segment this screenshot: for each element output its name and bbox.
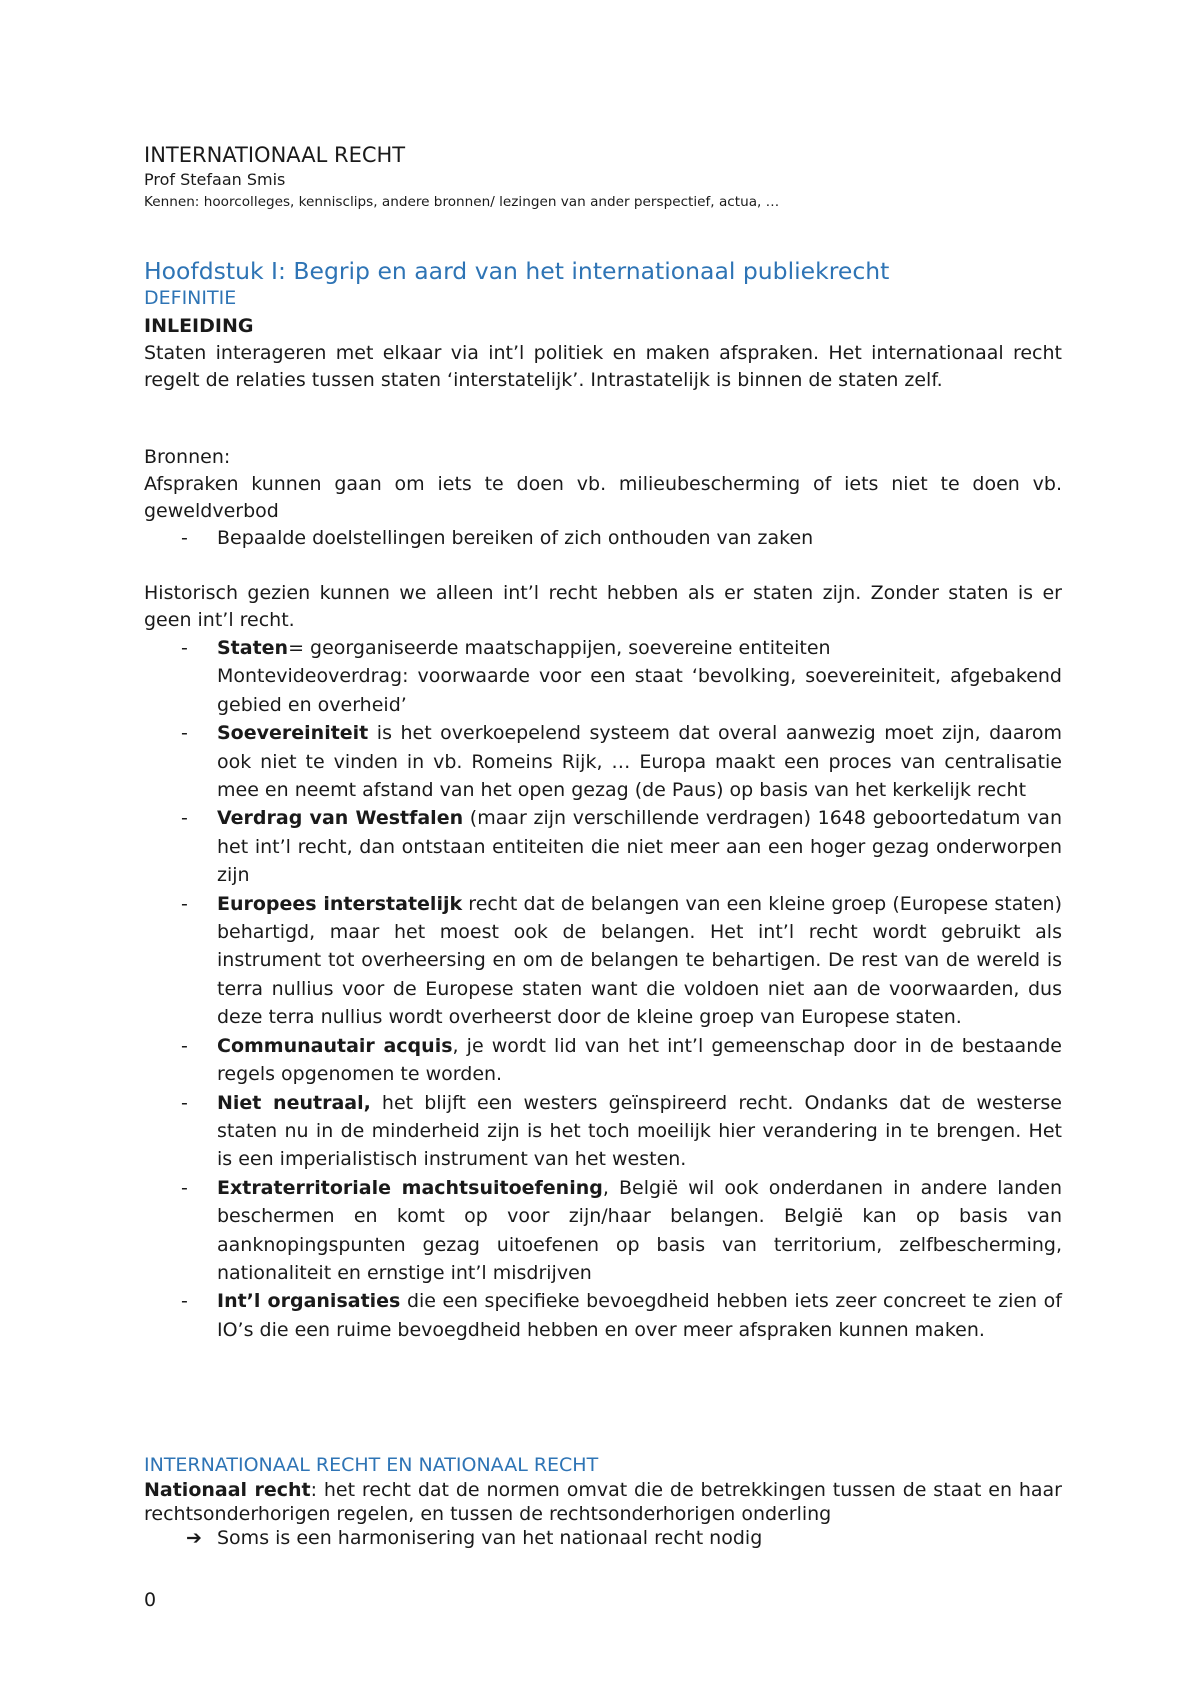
list-item-term: Soevereiniteit (217, 722, 369, 745)
list-item-text: het blijft een westers geïnspireerd recht. Ondanks dat de westerse staten nu in de minderheid zijn is het toch moeilijk hier verandering in te brengen. Het is een imperialistisch instrument van het westen. (217, 1091, 1062, 1171)
list-item-term: Extraterritoriale machtsuitoefening (217, 1176, 603, 1199)
list-item-term: Verdrag van Westfalen (217, 807, 464, 830)
list-item (144, 1174, 1062, 1288)
list-item-text: die een specifieke bevoegdheid hebben iets zeer concreet te zien of IO’s die een ruime bevoegdheid hebben en over meer afspraken kunnen maken. (217, 1290, 1062, 1341)
list-item (144, 1287, 1062, 1344)
page-number: 0 (144, 1589, 157, 1611)
bullet-dash: - (181, 1176, 188, 1199)
bullet-dash: - (181, 637, 188, 659)
document-title: INTERNATIONAAL RECHT (144, 143, 406, 167)
bullet-dash: - (181, 807, 188, 830)
list-item-text: = georganiseerde maatschappijen, soevereine entiteiten (288, 637, 831, 659)
section-heading-international-national: INTERNATIONAAL RECHT EN NATIONAAL RECHT (144, 1454, 599, 1476)
bullet-dash: - (181, 722, 188, 745)
intro-block (144, 340, 1062, 394)
national-law-paragraph (144, 1478, 1062, 1526)
list-item (144, 1032, 1062, 1089)
intro-paragraph: Staten interageren met elkaar via int’l politiek en maken afspraken. Het internationaal recht regelt de relaties tussen staten ‘interstatelijk’. Intrastatelijk is binnen de staten zelf. (144, 342, 1062, 391)
history-paragraph: Historisch gezien kunnen we alleen int’l recht hebben als er staten zijn. Zonder staten is er geen int’l recht. (144, 582, 1062, 631)
list-item-text: , je wordt lid van het int’l gemeenschap door in de bestaande regels opgenomen te worden. (217, 1034, 1062, 1086)
list-item-term: Staten (217, 637, 289, 659)
arrow-list-item (144, 1526, 1062, 1550)
sources-list (144, 525, 1062, 552)
bullet-dash: - (181, 527, 188, 549)
list-item-text: is het overkoepelend systeem dat overal aanwezig moet zijn, daarom ook niet te vinden in vb. Romeins Rijk, … Europa maakt een proces van centralisatie mee en neemt afstand van het open gezag (de Paus) op basis van het kerkelijk recht (217, 722, 1062, 802)
list-item (144, 890, 1062, 1032)
list-item-term: Communautair acquis (217, 1034, 453, 1057)
list-item-text: (maar zijn verschillende verdragen) 1648 geboortedatum van het int’l recht, dan ontstaan entiteiten die niet meer aan een hoger gezag onderworpen zijn (217, 807, 1062, 887)
list-item (144, 719, 1062, 804)
history-list (144, 634, 1062, 1344)
subsection-heading-inleiding: INLEIDING (144, 315, 254, 337)
arrow-right-icon: ➔ (186, 1527, 202, 1549)
bullet-dash: - (181, 1290, 188, 1313)
list-item (144, 634, 1062, 719)
list-item (144, 804, 1062, 889)
national-law-block (144, 1478, 1062, 1550)
sources-label: Bronnen: (144, 446, 231, 468)
list-item-term: Niet neutraal, (217, 1091, 371, 1114)
national-law-text: : het recht dat de normen omvat die de betrekkingen tussen de staat en haar rechtsonderhorigen regelen, en tussen de rechtsonderhorigen onderling (144, 1479, 1062, 1525)
list-item-term: Europees interstatelijk (217, 892, 463, 915)
list-item-continuation: Montevideoverdrag: voorwaarde voor een staat ‘bevolking, soevereiniteit, afgebakend gebied en overheid’ (217, 665, 1062, 716)
list-item (144, 525, 1062, 552)
bullet-dash: - (181, 892, 188, 915)
history-block (144, 580, 1062, 1344)
document-study-note: Kennen: hoorcolleges, kennisclips, andere bronnen/ lezingen van ander perspectief, actua, … (144, 194, 780, 210)
list-item-text: , België wil ook onderdanen in andere landen beschermen en komt op voor zijn/haar belangen. België kan op basis van aanknopingspunten gezag uitoefenen op basis van territorium, zelfbescherming, nationaliteit en ernstige int’l misdrijven (217, 1176, 1062, 1284)
list-item-text: Bepaalde doelstellingen bereiken of zich onthouden van zaken (217, 527, 814, 549)
bullet-dash: - (181, 1091, 188, 1114)
national-law-term: Nationaal recht (144, 1479, 311, 1501)
list-item-text: recht dat de belangen van een kleine groep (Europese staten) behartigd, maar het moest ook de belangen. Het int’l recht wordt gebruikt als instrument tot overheersing en om de belangen te behartigen. De rest van de wereld is terra nullius voor de Europese staten want die voldoen niet aan de voorwaarden, dus deze terra nullius wordt overheerst door de kleine groep van Europese staten. (217, 892, 1062, 1029)
bullet-dash: - (181, 1034, 188, 1057)
sources-block (144, 444, 1062, 552)
document-author: Prof Stefaan Smis (144, 170, 286, 189)
chapter-title: Hoofdstuk I: Begrip en aard van het internationaal publiekrecht (144, 257, 890, 285)
arrow-list-item-text: Soms is een harmonisering van het nationaal recht nodig (217, 1527, 763, 1549)
list-item (144, 1089, 1062, 1174)
sources-paragraph: Afspraken kunnen gaan om iets te doen vb. milieubescherming of iets niet te doen vb. geweldverbod (144, 473, 1062, 522)
list-item-term: Int’l organisaties (217, 1290, 401, 1313)
section-heading-definitie: DEFINITIE (144, 287, 237, 309)
